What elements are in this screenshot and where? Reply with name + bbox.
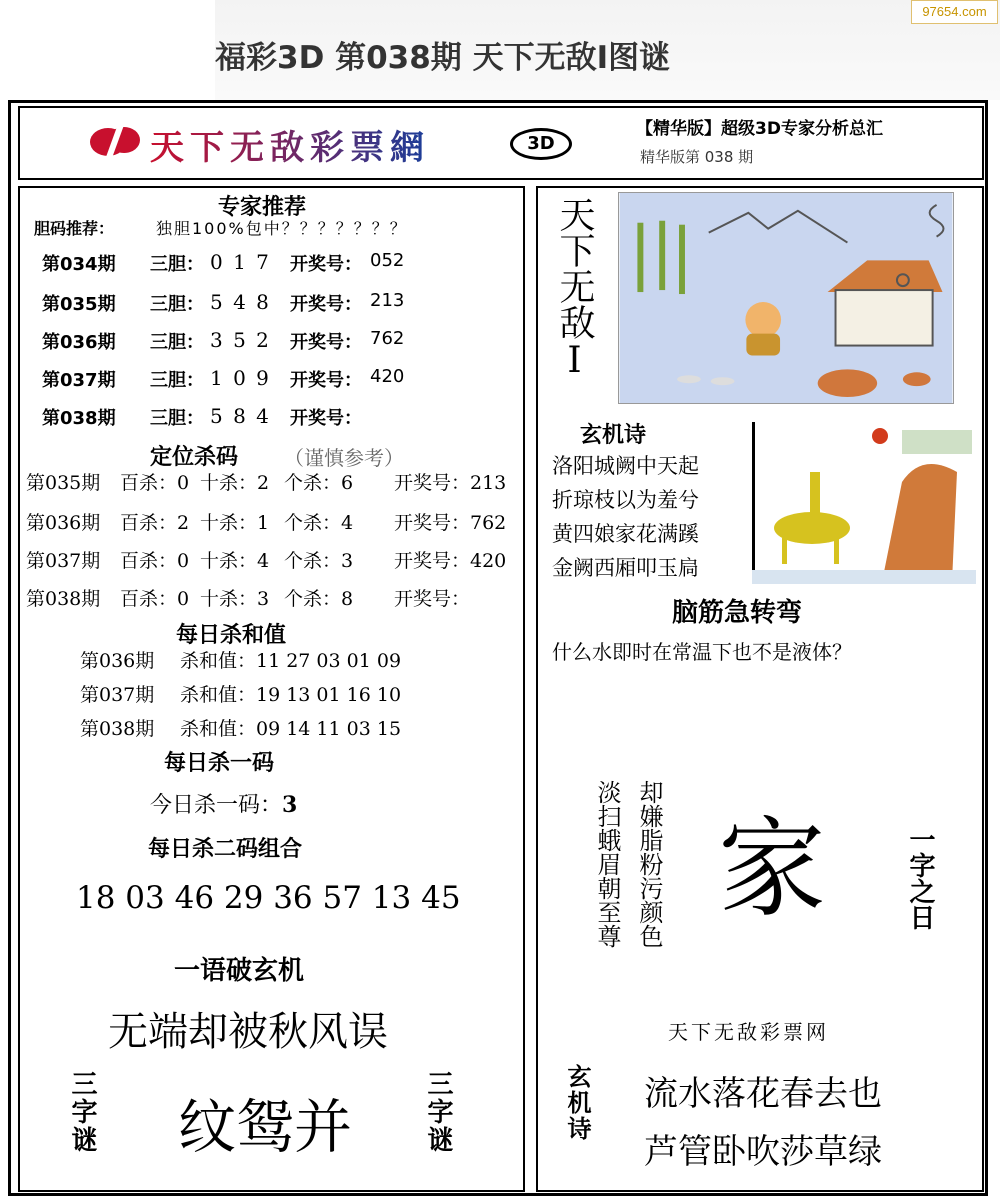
sandan-prize-label: 开奖号： bbox=[290, 408, 362, 429]
sum-text: 杀和值：19 13 01 16 10 bbox=[180, 684, 402, 706]
sandan-label: 三胆： bbox=[150, 294, 204, 315]
sandan-label: 三胆： bbox=[150, 408, 204, 429]
sum-text: 杀和值：09 14 11 03 15 bbox=[180, 718, 402, 740]
position-ge: 个杀：8 bbox=[284, 588, 354, 610]
position-issue: 第036期 bbox=[26, 512, 101, 534]
position-ge: 个杀：6 bbox=[284, 472, 354, 494]
position-shi: 十杀：2 bbox=[200, 472, 270, 494]
edition-issue: 精华版第 038 期 bbox=[640, 148, 754, 166]
sum-issue: 第036期 bbox=[80, 650, 155, 672]
kill-one-line bbox=[150, 788, 297, 819]
sandan-prize: 762 bbox=[370, 328, 405, 349]
position-issue: 第038期 bbox=[26, 588, 101, 610]
brain-title: 脑筋急转弯 bbox=[672, 598, 803, 628]
position-bai: 百杀：2 bbox=[120, 512, 190, 534]
sandan-nums: 3 5 2 bbox=[210, 328, 271, 352]
position-shi: 十杀：3 bbox=[200, 588, 270, 610]
vertical-poem-right: 却嫌脂粉污颜色 bbox=[635, 780, 663, 948]
phrase-title: 一语破玄机 bbox=[174, 956, 305, 986]
logo-icon bbox=[88, 122, 144, 160]
sandan-label: 三胆： bbox=[150, 370, 204, 391]
watermark: 97654.com bbox=[911, 0, 998, 24]
mountain-house-picture bbox=[618, 192, 954, 404]
position-note: （谨慎参考） bbox=[284, 446, 404, 470]
kill-one-value: 3 bbox=[282, 792, 298, 818]
sandan-nums: 5 4 8 bbox=[210, 290, 271, 314]
sandan-nums: 5 8 4 bbox=[210, 404, 271, 428]
kill-two-title: 每日杀二码组合 bbox=[148, 837, 303, 862]
position-ge: 个杀：4 bbox=[284, 512, 354, 534]
kill-two-numbers: 18 03 46 29 36 57 13 45 bbox=[76, 880, 461, 916]
vertical-title: 天下无敌Ⅰ bbox=[554, 196, 595, 381]
poem-line: 黄四娘家花满蹊 bbox=[552, 522, 699, 546]
sandan-issue: 第036期 bbox=[42, 332, 116, 353]
kill-one-text: 今日杀一码： bbox=[150, 793, 283, 818]
sandan-label: 三胆： bbox=[150, 332, 204, 353]
poem-title: 玄机诗 bbox=[580, 423, 647, 448]
sum-text: 杀和值：11 27 03 01 09 bbox=[180, 650, 402, 672]
poem-line: 金阙西厢叩玉扃 bbox=[552, 556, 699, 580]
dan-label: 胆码推荐： bbox=[34, 219, 115, 238]
position-prize: 开奖号：213 bbox=[394, 472, 507, 494]
three-word-text: 纹鸳并 bbox=[178, 1093, 353, 1161]
poem-line: 洛阳城阙中天起 bbox=[552, 454, 699, 478]
three-word-label-left: 三字谜 bbox=[67, 1070, 97, 1154]
sandan-prize: 420 bbox=[370, 366, 405, 387]
sandan-prize-label: 开奖号： bbox=[290, 332, 362, 353]
position-shi: 十杀：4 bbox=[200, 550, 270, 572]
dan-text: 独胆100%包中？？？？？？？ bbox=[156, 219, 408, 238]
three-word-label-right: 三字谜 bbox=[423, 1070, 453, 1154]
position-prize: 开奖号： bbox=[394, 588, 471, 610]
sandan-prize: 213 bbox=[370, 290, 405, 311]
position-ge: 个杀：3 bbox=[284, 550, 354, 572]
edition-title: 【精华版】超级3D专家分析总汇 bbox=[636, 119, 883, 139]
page-title: 福彩3D 第038期 天下无敌Ⅰ图谜 bbox=[215, 40, 671, 76]
sandan-issue: 第035期 bbox=[42, 294, 116, 315]
position-prize: 开奖号：420 bbox=[394, 550, 507, 572]
sandan-prize-label: 开奖号： bbox=[290, 254, 362, 275]
bottom-poem-label: 玄机诗 bbox=[563, 1064, 591, 1142]
position-issue: 第037期 bbox=[26, 550, 101, 572]
logo-3d-badge: 3D bbox=[510, 128, 572, 160]
sandan-nums: 1 0 9 bbox=[210, 366, 271, 390]
position-issue: 第035期 bbox=[26, 472, 101, 494]
sandan-issue: 第038期 bbox=[42, 408, 116, 429]
vertical-poem-left: 淡扫蛾眉朝至尊 bbox=[593, 780, 621, 948]
big-character: 家 bbox=[718, 807, 827, 932]
site-name: 天下无敌彩票网 bbox=[668, 1020, 829, 1044]
llama-picture bbox=[752, 422, 976, 584]
position-prize: 开奖号：762 bbox=[394, 512, 507, 534]
sandan-label: 三胆： bbox=[150, 254, 204, 275]
logo-text: 天下无敌彩票網 bbox=[150, 128, 430, 168]
sandan-issue: 第034期 bbox=[42, 254, 116, 275]
poem-line: 折琼枝以为羞兮 bbox=[552, 488, 699, 512]
one-char-label: 一字之日 bbox=[905, 826, 935, 930]
position-bai: 百杀：0 bbox=[120, 550, 190, 572]
brain-question: 什么水即时在常温下也不是液体？ bbox=[552, 640, 852, 664]
expert-title: 专家推荐 bbox=[218, 195, 307, 220]
bottom-line-1: 流水落花春去也 bbox=[644, 1074, 882, 1114]
position-bai: 百杀：0 bbox=[120, 472, 190, 494]
sandan-prize-label: 开奖号： bbox=[290, 294, 362, 315]
sandan-prize: 052 bbox=[370, 250, 405, 271]
position-shi: 十杀：1 bbox=[200, 512, 270, 534]
kill-one-title: 每日杀一码 bbox=[164, 751, 275, 776]
sandan-issue: 第037期 bbox=[42, 370, 116, 391]
position-bai: 百杀：0 bbox=[120, 588, 190, 610]
sandan-nums: 0 1 7 bbox=[210, 250, 271, 274]
sandan-prize-label: 开奖号： bbox=[290, 370, 362, 391]
bottom-line-2: 芦管卧吹莎草绿 bbox=[644, 1132, 882, 1172]
sum-issue: 第037期 bbox=[80, 684, 155, 706]
sum-title: 每日杀和值 bbox=[176, 623, 287, 648]
phrase-text: 无端却被秋风误 bbox=[108, 1009, 388, 1055]
sum-issue: 第038期 bbox=[80, 718, 155, 740]
position-title: 定位杀码 bbox=[150, 445, 239, 470]
